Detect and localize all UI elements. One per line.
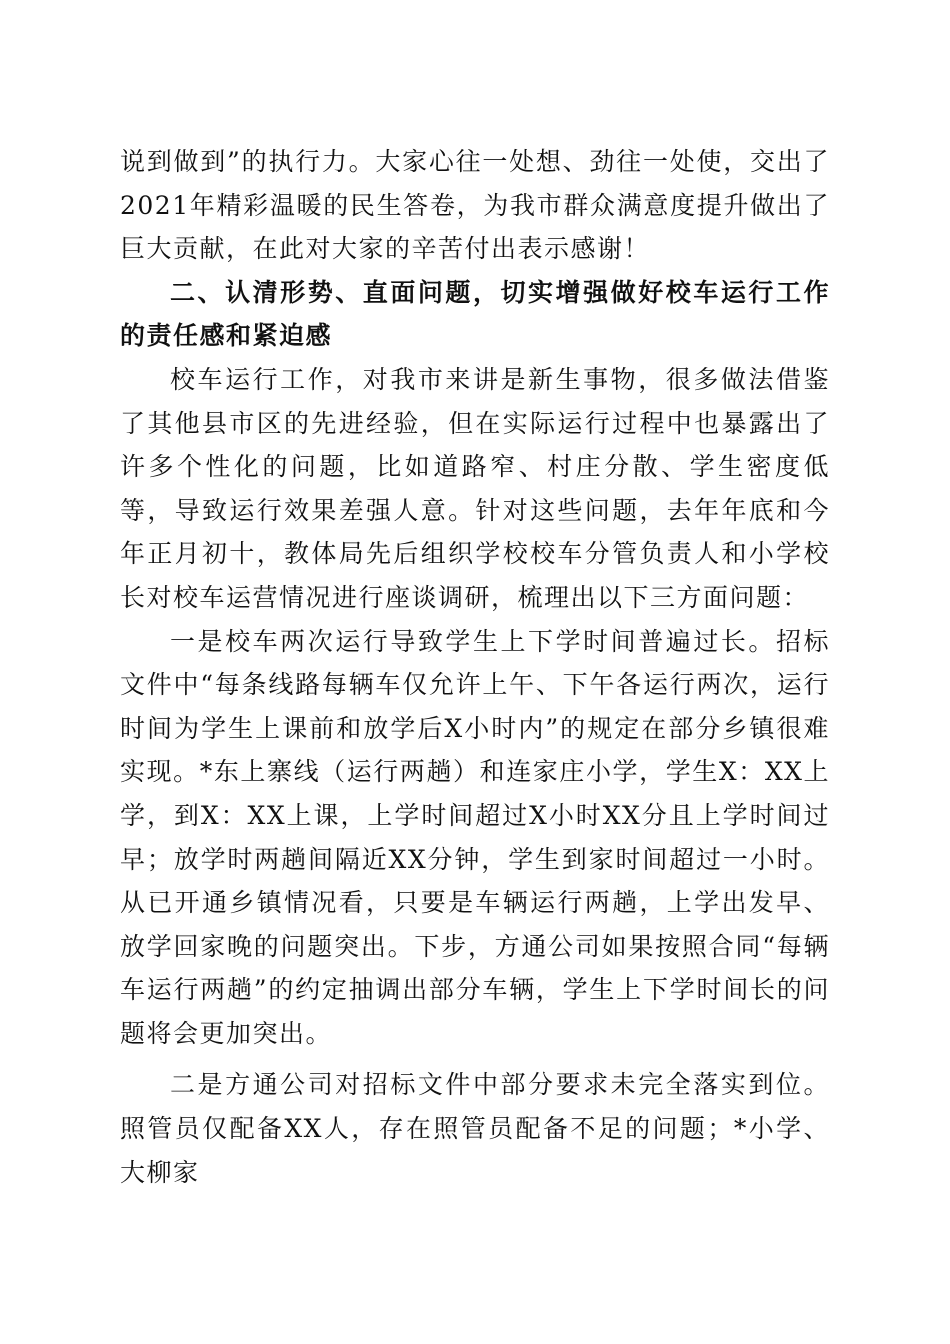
body-paragraph-problem-1: 一是校车两次运行导致学生上下学时间普遍过长。招标文件中“每条线路每辆车仅允许上午、下午各运行两次，运行时间为学生上课前和放学后X小时内”的规定在部分乡镇很难实现。*东上寨线（运行两趟）和连家庄小学，学生X：XX上学，到X：XX上课，上学时间超过X小时XX分且上学时间过早；放学时两趟间隔近XX分钟，学生到家时间超过一小时。从已开通乡镇情况看，只要是车辆运行两趟，上学出发早、放学回家晚的问题突出。下步，方通公司如果按照合同“每辆车运行两趟”的约定抽调出部分车辆，学生上下学时间长的问题将会更加突出。: [120, 626, 830, 1048]
body-paragraph-continuation: 说到做到”的执行力。大家心往一处想、劲往一处使，交出了2021年精彩温暖的民生答卷，为我市群众满意度提升做出了巨大贡献，在此对大家的辛苦付出表示感谢！: [120, 147, 830, 264]
document-page: [120, 140, 830, 1194]
body-paragraph-overview: 校车运行工作，对我市来讲是新生事物，很多做法借鉴了其他县市区的先进经验，但在实际运行过程中也暴露出了许多个性化的问题，比如道路窄、村庄分散、学生密度低等，导致运行效果差强人意。针对这些问题，去年年底和今年正月初十，教体局先后组织学校校车分管负责人和小学校长对校车运营情况进行座谈调研，梳理出以下三方面问题：: [120, 364, 830, 612]
section-heading-2: 二、认清形势、直面问题，切实增强做好校车运行工作的责任感和紧迫感: [120, 277, 830, 351]
body-paragraph-problem-2: 二是方通公司对招标文件中部分要求未完全落实到位。照管员仅配备XX人，存在照管员配备不足的问题；*小学、大柳家: [120, 1070, 830, 1187]
